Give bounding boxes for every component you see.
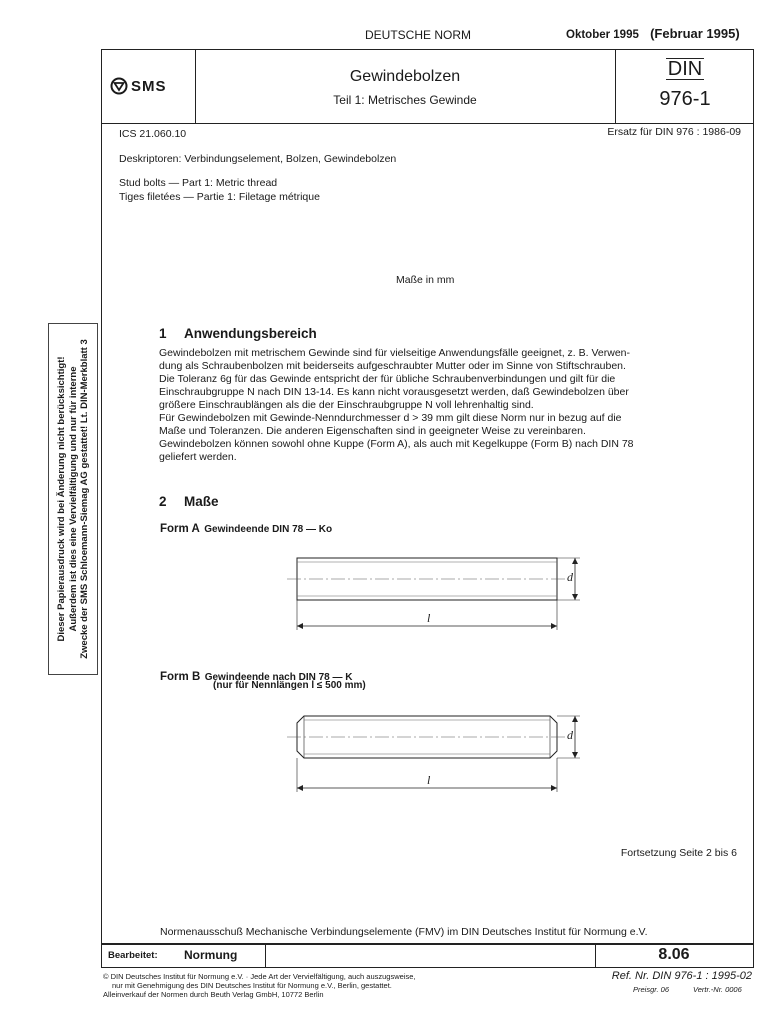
form-a-drawing xyxy=(282,550,582,660)
sms-emblem-icon xyxy=(110,77,128,95)
document-subtitle: Teil 1: Metrisches Gewinde xyxy=(333,93,477,107)
text-line: Die Toleranz 6g für das Gewinde entspricht der für übliche Schraubenverbindungen und gilt für die xyxy=(159,373,616,385)
committee-note: Normenausschuß Mechanische Verbindungselemente (FMV) im DIN Deutsches Institut für Normung e.V. xyxy=(160,926,648,938)
section-1-number: 1 xyxy=(159,326,167,341)
text-line: Gewindebolzen können sowohl ohne Kuppe (Form A), als auch mit Kegelkuppe (Form B) nach DIN 78 xyxy=(159,438,634,450)
copyright-notice xyxy=(103,972,523,999)
side-notice-line: Zwecke der SMS Schloemann-Siemag AG gestattet! Lt. DIN-Merkblatt 3 xyxy=(78,339,90,659)
side-notice-box xyxy=(48,323,98,675)
form-a-dim-l: l xyxy=(427,611,431,625)
title-box xyxy=(195,50,615,123)
text-line: Für Gewindebolzen mit Gewinde-Nenndurchmesser d > 39 mm gilt diese Norm nur in bezug auf die xyxy=(159,412,622,424)
french-title: Tiges filetées — Partie 1: Filetage métrique xyxy=(119,191,320,203)
sms-logo xyxy=(110,77,167,95)
side-notice-text xyxy=(56,329,91,669)
issue-date-previous: (Februar 1995) xyxy=(650,26,740,41)
din-box xyxy=(615,50,754,123)
copyright-line: © DIN Deutsches Institut für Normung e.V. · Jede Art der Vervielfältigung, auch auszugsweise, xyxy=(103,972,416,981)
text-line: Gewindebolzen mit metrischem Gewinde sind für vielseitige Anwendungsfälle geeignet, z. B. Verwen- xyxy=(159,347,630,359)
header-separator xyxy=(102,123,753,124)
english-title: Stud bolts — Part 1: Metric thread xyxy=(119,177,278,189)
reference-number: Ref. Nr. DIN 976-1 : 1995-02 xyxy=(611,970,752,982)
section-2-title: Maße xyxy=(184,494,219,509)
editor-label: Bearbeitet: xyxy=(108,950,158,961)
document-frame xyxy=(101,49,754,945)
form-b-drawing xyxy=(282,708,582,818)
copyright-line: nur mit Genehmigung des DIN Deutsches Institut für Normung e.V., Berlin, gestattet. xyxy=(112,981,392,990)
continuation-note: Fortsetzung Seite 2 bis 6 xyxy=(620,847,737,859)
replaces-note: Ersatz für DIN 976 : 1986-09 xyxy=(607,126,741,138)
editor-bar xyxy=(101,943,754,968)
section-2-heading xyxy=(159,494,219,509)
text-line: größere Einschraublängen als die der Einschraubgruppe N voll lehrenhaltig sind. xyxy=(159,399,534,411)
form-a-label: Form A xyxy=(160,523,200,535)
side-notice-line: Dieser Papierausdruck wird bei Änderung nicht berücksichtigt! xyxy=(55,356,67,642)
units-note: Maße in mm xyxy=(396,274,455,286)
form-a-caption xyxy=(160,519,332,537)
issue-date-current: Oktober 1995 xyxy=(566,29,639,41)
text-line: Einschraubgruppe N nach DIN 13-14. Es kann nicht vorausgesetzt werden, daß Gewindebolzen über xyxy=(159,386,629,398)
ics-code: ICS 21.060.10 xyxy=(119,128,187,140)
text-line: Maße und Toleranzen. Die anderen Eigenschaften sind in geeigneter Weise zu vereinbaren. xyxy=(159,425,586,437)
sales-number: Vertr.-Nr. 0006 xyxy=(693,985,742,994)
section-1-paragraph-1 xyxy=(159,347,749,464)
section-1-title: Anwendungsbereich xyxy=(184,326,317,341)
copyright-line: Alleinverkauf der Normen durch Beuth Verlag GmbH, 10772 Berlin xyxy=(103,990,324,999)
document-title: Gewindebolzen xyxy=(349,68,461,85)
logo-text: SMS xyxy=(131,77,167,95)
section-2-number: 2 xyxy=(159,494,167,509)
din-label-text: DIN xyxy=(667,58,703,80)
text-line: dung als Schraubenbolzen mit beiderseits aufgeschraubter Mutter oder im Sinne von Stiftschrauben. xyxy=(159,360,626,372)
form-a-description: Gewindeende DIN 78 — Ko xyxy=(204,524,333,535)
bar-divider xyxy=(265,944,266,967)
form-b-dim-l: l xyxy=(427,773,431,787)
logo-box xyxy=(102,50,196,123)
text-line: geliefert werden. xyxy=(159,451,237,463)
issue-date xyxy=(566,26,740,41)
page-code: 8.06 xyxy=(658,946,690,963)
form-b-note: (nur für Nennlängen l ≤ 500 mm) xyxy=(213,680,366,691)
price-group: Preisgr. 06 xyxy=(633,985,669,994)
form-b-label: Form B xyxy=(160,671,201,683)
descriptors: Deskriptoren: Verbindungselement, Bolzen, Gewindebolzen xyxy=(119,153,397,165)
din-number: 976-1 xyxy=(659,88,711,110)
form-b-description: Gewindeende nach DIN 78 — K xyxy=(204,672,353,683)
standard-type: DEUTSCHE NORM xyxy=(365,28,472,42)
editor-value: Normung xyxy=(184,948,238,962)
din-label xyxy=(616,58,754,81)
section-1-heading xyxy=(159,326,317,341)
form-a-dim-d: d xyxy=(567,570,573,584)
side-notice-line: Außerdem ist dies eine Vervielfältigung und nur für interne xyxy=(67,366,79,632)
form-b-dim-d: d xyxy=(567,728,573,742)
